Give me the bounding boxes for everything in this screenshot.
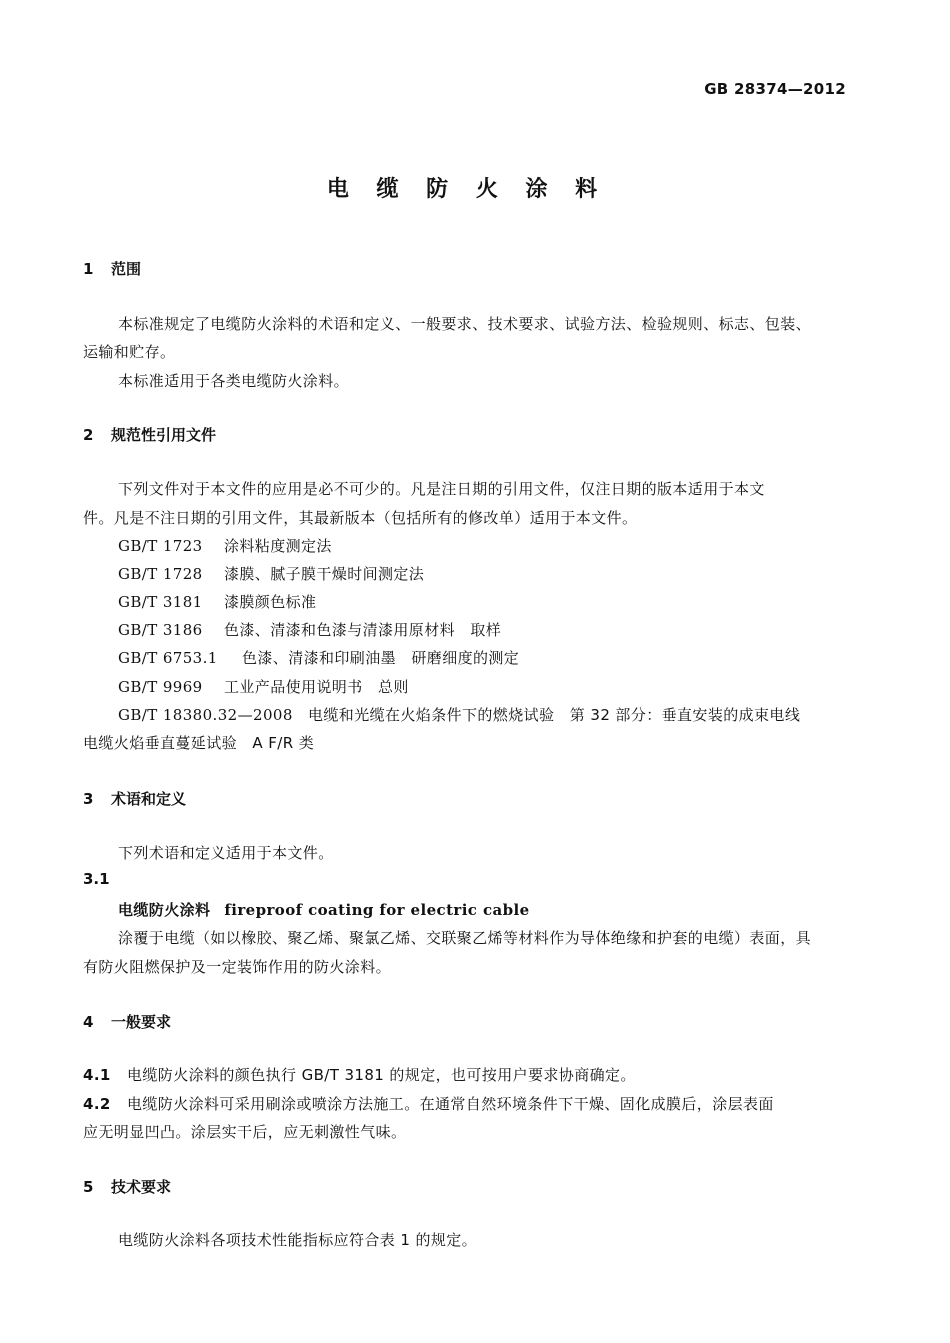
section-number: 1 — [83, 260, 94, 278]
reference-title: 色漆、清漆和色漆与清漆用原材料 取样 — [224, 621, 502, 639]
clause-number: 4.2 — [83, 1095, 111, 1113]
clause-3-1-number: 3.1 — [83, 870, 110, 888]
reference-title: 工业产品使用说明书 总则 — [224, 678, 409, 696]
clause-4-2 — [83, 1093, 774, 1114]
reference-item — [118, 591, 316, 612]
reference-title: 色漆、清漆和印刷油墨 研磨细度的测定 — [242, 649, 520, 667]
s2-paragraph-line-1: 下列文件对于本文件的应用是必不可少的。凡是注日期的引用文件，仅注日期的版本适用于本文 — [118, 480, 765, 498]
reference-code: GB/T 1723 — [118, 537, 203, 555]
section-title: 技术要求 — [111, 1178, 172, 1196]
term-english: fireproof coating for electric cable — [224, 901, 530, 919]
s5-paragraph: 电缆防火涂料各项技术性能指标应符合表 1 的规定。 — [118, 1231, 478, 1249]
reference-code: GB/T 9969 — [118, 678, 203, 696]
reference-title: 漆膜、腻子膜干燥时间测定法 — [224, 565, 425, 583]
reference-code: GB/T 1728 — [118, 565, 203, 583]
term-entry — [118, 899, 530, 920]
section-number: 2 — [83, 426, 94, 444]
section-5-heading — [83, 1176, 171, 1197]
reference-code: GB/T 3186 — [118, 621, 203, 639]
section-1-heading — [83, 258, 141, 279]
section-3-heading — [83, 788, 186, 809]
clause-number: 4.1 — [83, 1066, 111, 1084]
reference-title: 涂料粘度测定法 — [224, 537, 332, 555]
section-title: 一般要求 — [111, 1013, 172, 1031]
section-title: 规范性引用文件 — [111, 426, 217, 444]
section-number: 4 — [83, 1013, 94, 1031]
reference-title: 电缆和光缆在火焰条件下的燃烧试验 第 32 部分：垂直安装的成束电线 — [308, 706, 801, 724]
s3-intro: 下列术语和定义适用于本文件。 — [118, 844, 334, 862]
reference-code: GB/T 6753.1 — [118, 649, 218, 667]
reference-code: GB/T 18380.32—2008 — [118, 706, 293, 724]
reference-item — [118, 647, 519, 668]
s2-paragraph-line-2: 件。凡是不注日期的引用文件，其最新版本（包括所有的修改单）适用于本文件。 — [83, 509, 638, 527]
standard-code: GB 28374—2012 — [704, 80, 846, 98]
reference-code: GB/T 3181 — [118, 593, 203, 611]
clause-4-2-continuation: 应无明显凹凸。涂层实干后，应无刺激性气味。 — [83, 1123, 407, 1141]
section-4-heading — [83, 1011, 171, 1032]
section-title: 范围 — [111, 260, 142, 278]
reference-item — [118, 676, 409, 697]
term-chinese: 电缆防火涂料 — [118, 901, 211, 919]
term-definition-line-1: 涂覆于电缆（如以橡胶、聚乙烯、聚氯乙烯、交联聚乙烯等材料作为导体绝缘和护套的电缆）表面，具 — [118, 929, 812, 947]
document-title: 电 缆 防 火 涂 料 — [326, 177, 608, 202]
clause-4-1 — [83, 1064, 636, 1085]
s1-paragraph-2: 本标准适用于各类电缆防火涂料。 — [118, 372, 350, 390]
s1-paragraph-1-line-1: 本标准规定了电缆防火涂料的术语和定义、一般要求、技术要求、试验方法、检验规则、标志、包装、 — [118, 315, 812, 333]
reference-item — [118, 535, 332, 556]
reference-item — [118, 563, 424, 584]
clause-text: 电缆防火涂料的颜色执行 GB/T 3181 的规定，也可按用户要求协商确定。 — [127, 1066, 636, 1084]
section-number: 3 — [83, 790, 94, 808]
reference-item — [118, 704, 800, 725]
reference-title-continuation: 电缆火焰垂直蔓延试验 A F/R 类 — [83, 734, 315, 752]
term-definition-line-2: 有防火阻燃保护及一定装饰作用的防火涂料。 — [83, 958, 392, 976]
s1-paragraph-1-line-2: 运输和贮存。 — [83, 343, 176, 361]
clause-text: 电缆防火涂料可采用刷涂或喷涂方法施工。在通常自然环境条件下干燥、固化成膜后，涂层表面 — [127, 1095, 774, 1113]
section-title: 术语和定义 — [111, 790, 187, 808]
reference-item — [118, 619, 501, 640]
section-number: 5 — [83, 1178, 94, 1196]
reference-title: 漆膜颜色标准 — [224, 593, 317, 611]
section-2-heading — [83, 424, 216, 445]
